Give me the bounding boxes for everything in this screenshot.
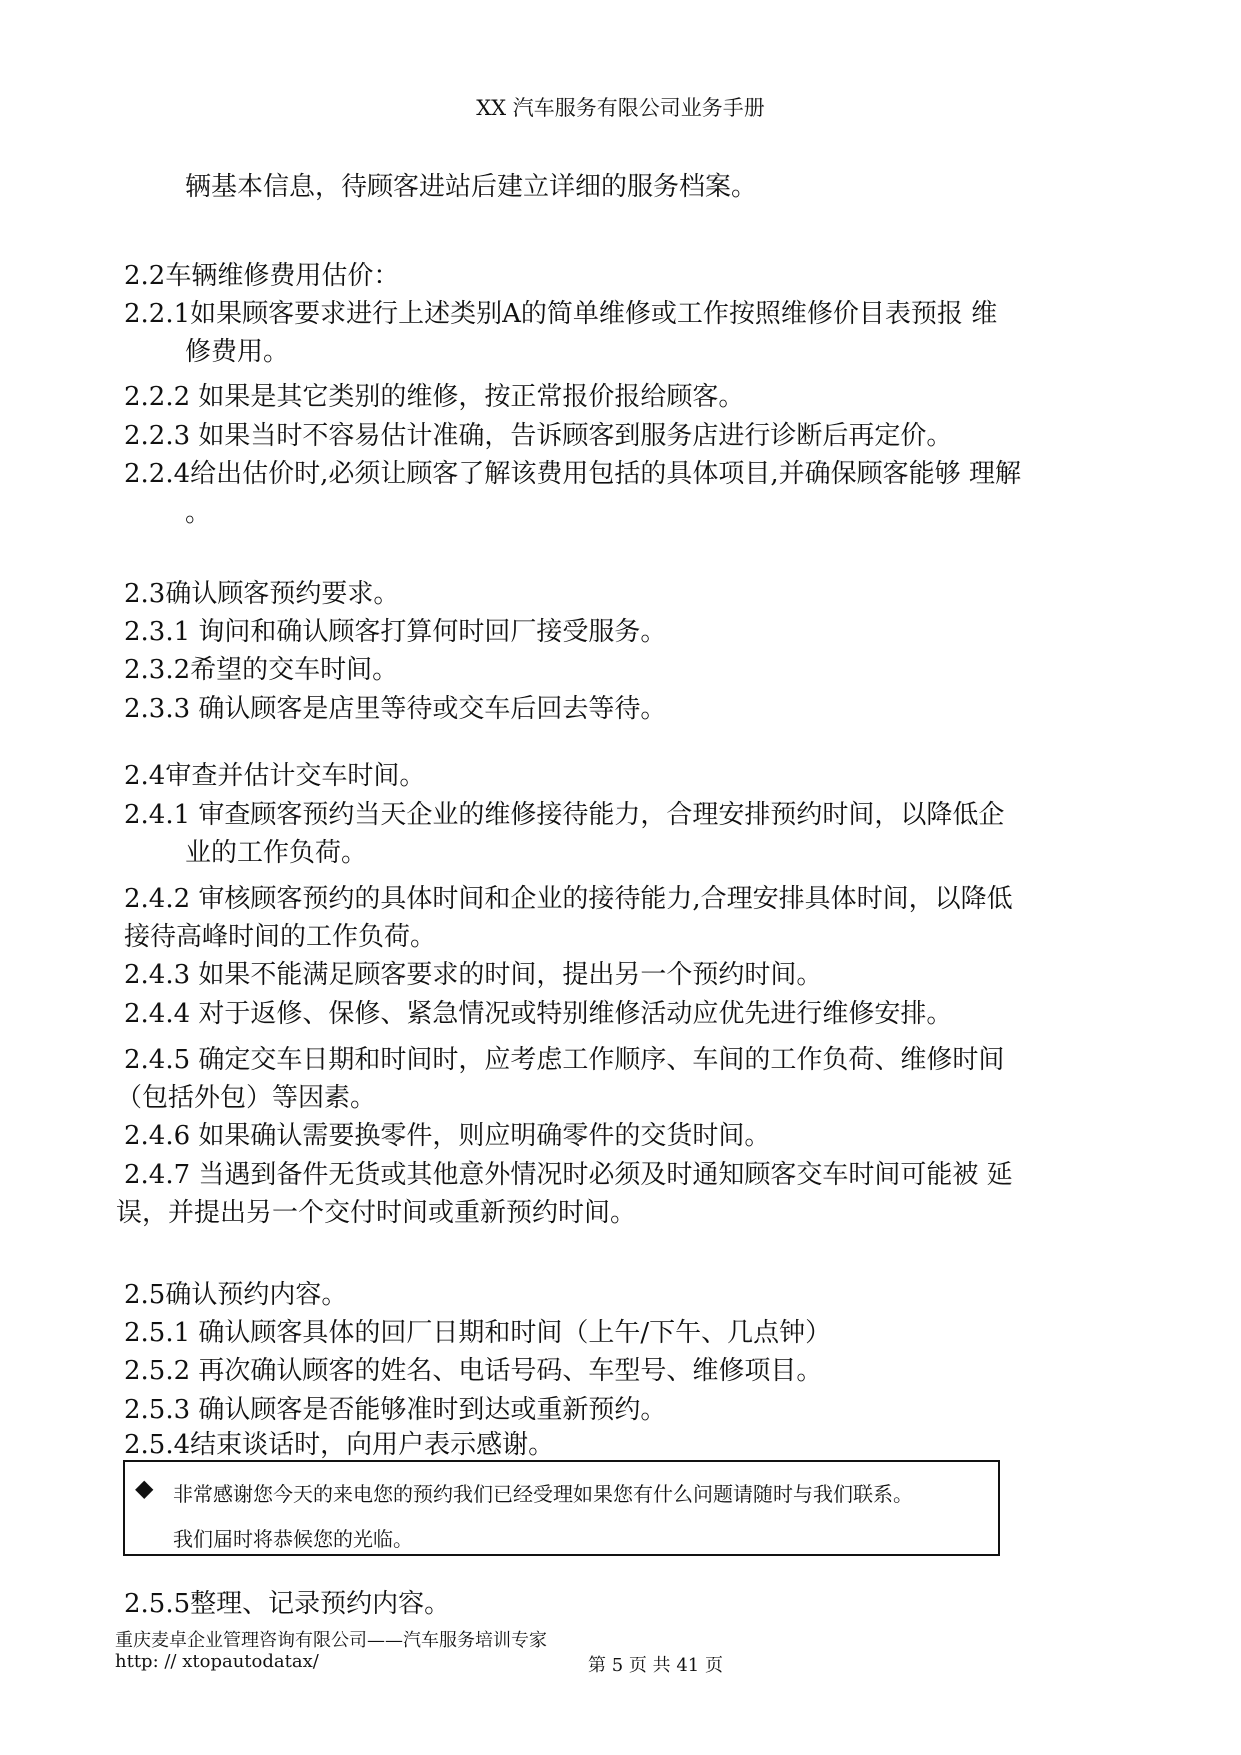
text-line: 2.3.2希望的交车时间。	[124, 655, 399, 685]
section-heading-2-2: 2.2车辆维修费用估价：	[124, 261, 400, 291]
footer-url: http: // xtopautodatax/	[115, 1651, 319, 1672]
text-line: 2.2.4给出估价时,必须让顾客了解该费用包括的具体项目,并确保顾客能够 理解	[124, 459, 1021, 489]
section-heading-2-3: 2.3确认顾客预约要求。	[124, 579, 400, 609]
note-line-2: 我们届时将恭候您的光临。	[173, 1527, 413, 1551]
section-heading-2-5: 2.5确认预约内容。	[124, 1280, 348, 1310]
text-line: 2.4.3 如果不能满足顾客要求的时间，提出另一个预约时间。	[124, 960, 823, 990]
text-line: 2.5.2 再次确认顾客的姓名、电话号码、车型号、维修项目。	[124, 1356, 823, 1386]
text-line: 2.5.5整理、记录预约内容。	[124, 1589, 451, 1619]
section-heading-2-4: 2.4审查并估计交车时间。	[124, 761, 426, 791]
footer-company: 重庆麦卓企业管理咨询有限公司——汽车服务培训专家	[115, 1630, 547, 1651]
text-line: 2.4.5 确定交车日期和时间时，应考虑工作顺序、车间的工作负荷、维修时间	[124, 1045, 1005, 1075]
text-line: 2.4.6 如果确认需要换零件，则应明确零件的交货时间。	[124, 1121, 771, 1151]
text-line: 2.4.2 审核顾客预约的具体时间和企业的接待能力,合理安排具体时间，以降低	[124, 884, 1013, 914]
text-line: （包括外包）等因素。	[116, 1083, 377, 1113]
text-line: 2.2.1如果顾客要求进行上述类别A的简单维修或工作按照维修价目表预报 维	[124, 299, 998, 329]
text-line: 。	[185, 498, 212, 528]
note-line-1: 非常感谢您今天的来电您的预约我们已经受理如果您有什么问题请随时与我们联系。	[173, 1482, 913, 1506]
text-line: 2.4.1 审查顾客预约当天企业的维修接待能力，合理安排预约时间，以降低企	[124, 800, 1005, 830]
page-header: XX 汽车服务有限公司业务手册	[476, 96, 765, 120]
text-line: 辆基本信息，待顾客进站后建立详细的服务档案。	[185, 172, 758, 202]
text-line: 2.5.4结束谈话时，向用户表示感谢。	[124, 1430, 555, 1460]
footer-page-number: 第 5 页 共 41 页	[588, 1655, 723, 1676]
text-line: 误，并提出另一个交付时间或重新预约时间。	[116, 1198, 637, 1228]
text-line: 修费用。	[185, 337, 290, 367]
thanks-note-box	[123, 1460, 1000, 1556]
text-line: 2.3.1 询问和确认顾客打算何时回厂接受服务。	[124, 617, 667, 647]
text-line: 2.3.3 确认顾客是店里等待或交车后回去等待。	[124, 694, 667, 724]
text-line: 2.5.3 确认顾客是否能够准时到达或重新预约。	[124, 1395, 667, 1425]
text-line: 2.4.7 当遇到备件无货或其他意外情况时必须及时通知顾客交车时间可能被 延	[124, 1160, 1013, 1190]
text-line: 2.5.1 确认顾客具体的回厂日期和时间（上午/下午、几点钟）	[124, 1318, 832, 1348]
diamond-bullet-icon: ◆	[135, 1474, 154, 1502]
text-line: 2.2.3 如果当时不容易估计准确，告诉顾客到服务店进行诊断后再定价。	[124, 421, 953, 451]
text-line: 2.2.2 如果是其它类别的维修，按正常报价报给顾客。	[124, 382, 745, 412]
text-line: 2.4.4 对于返修、保修、紧急情况或特别维修活动应优先进行维修安排。	[124, 999, 953, 1029]
text-line: 接待高峰时间的工作负荷。	[124, 922, 437, 952]
text-line: 业的工作负荷。	[185, 838, 368, 868]
